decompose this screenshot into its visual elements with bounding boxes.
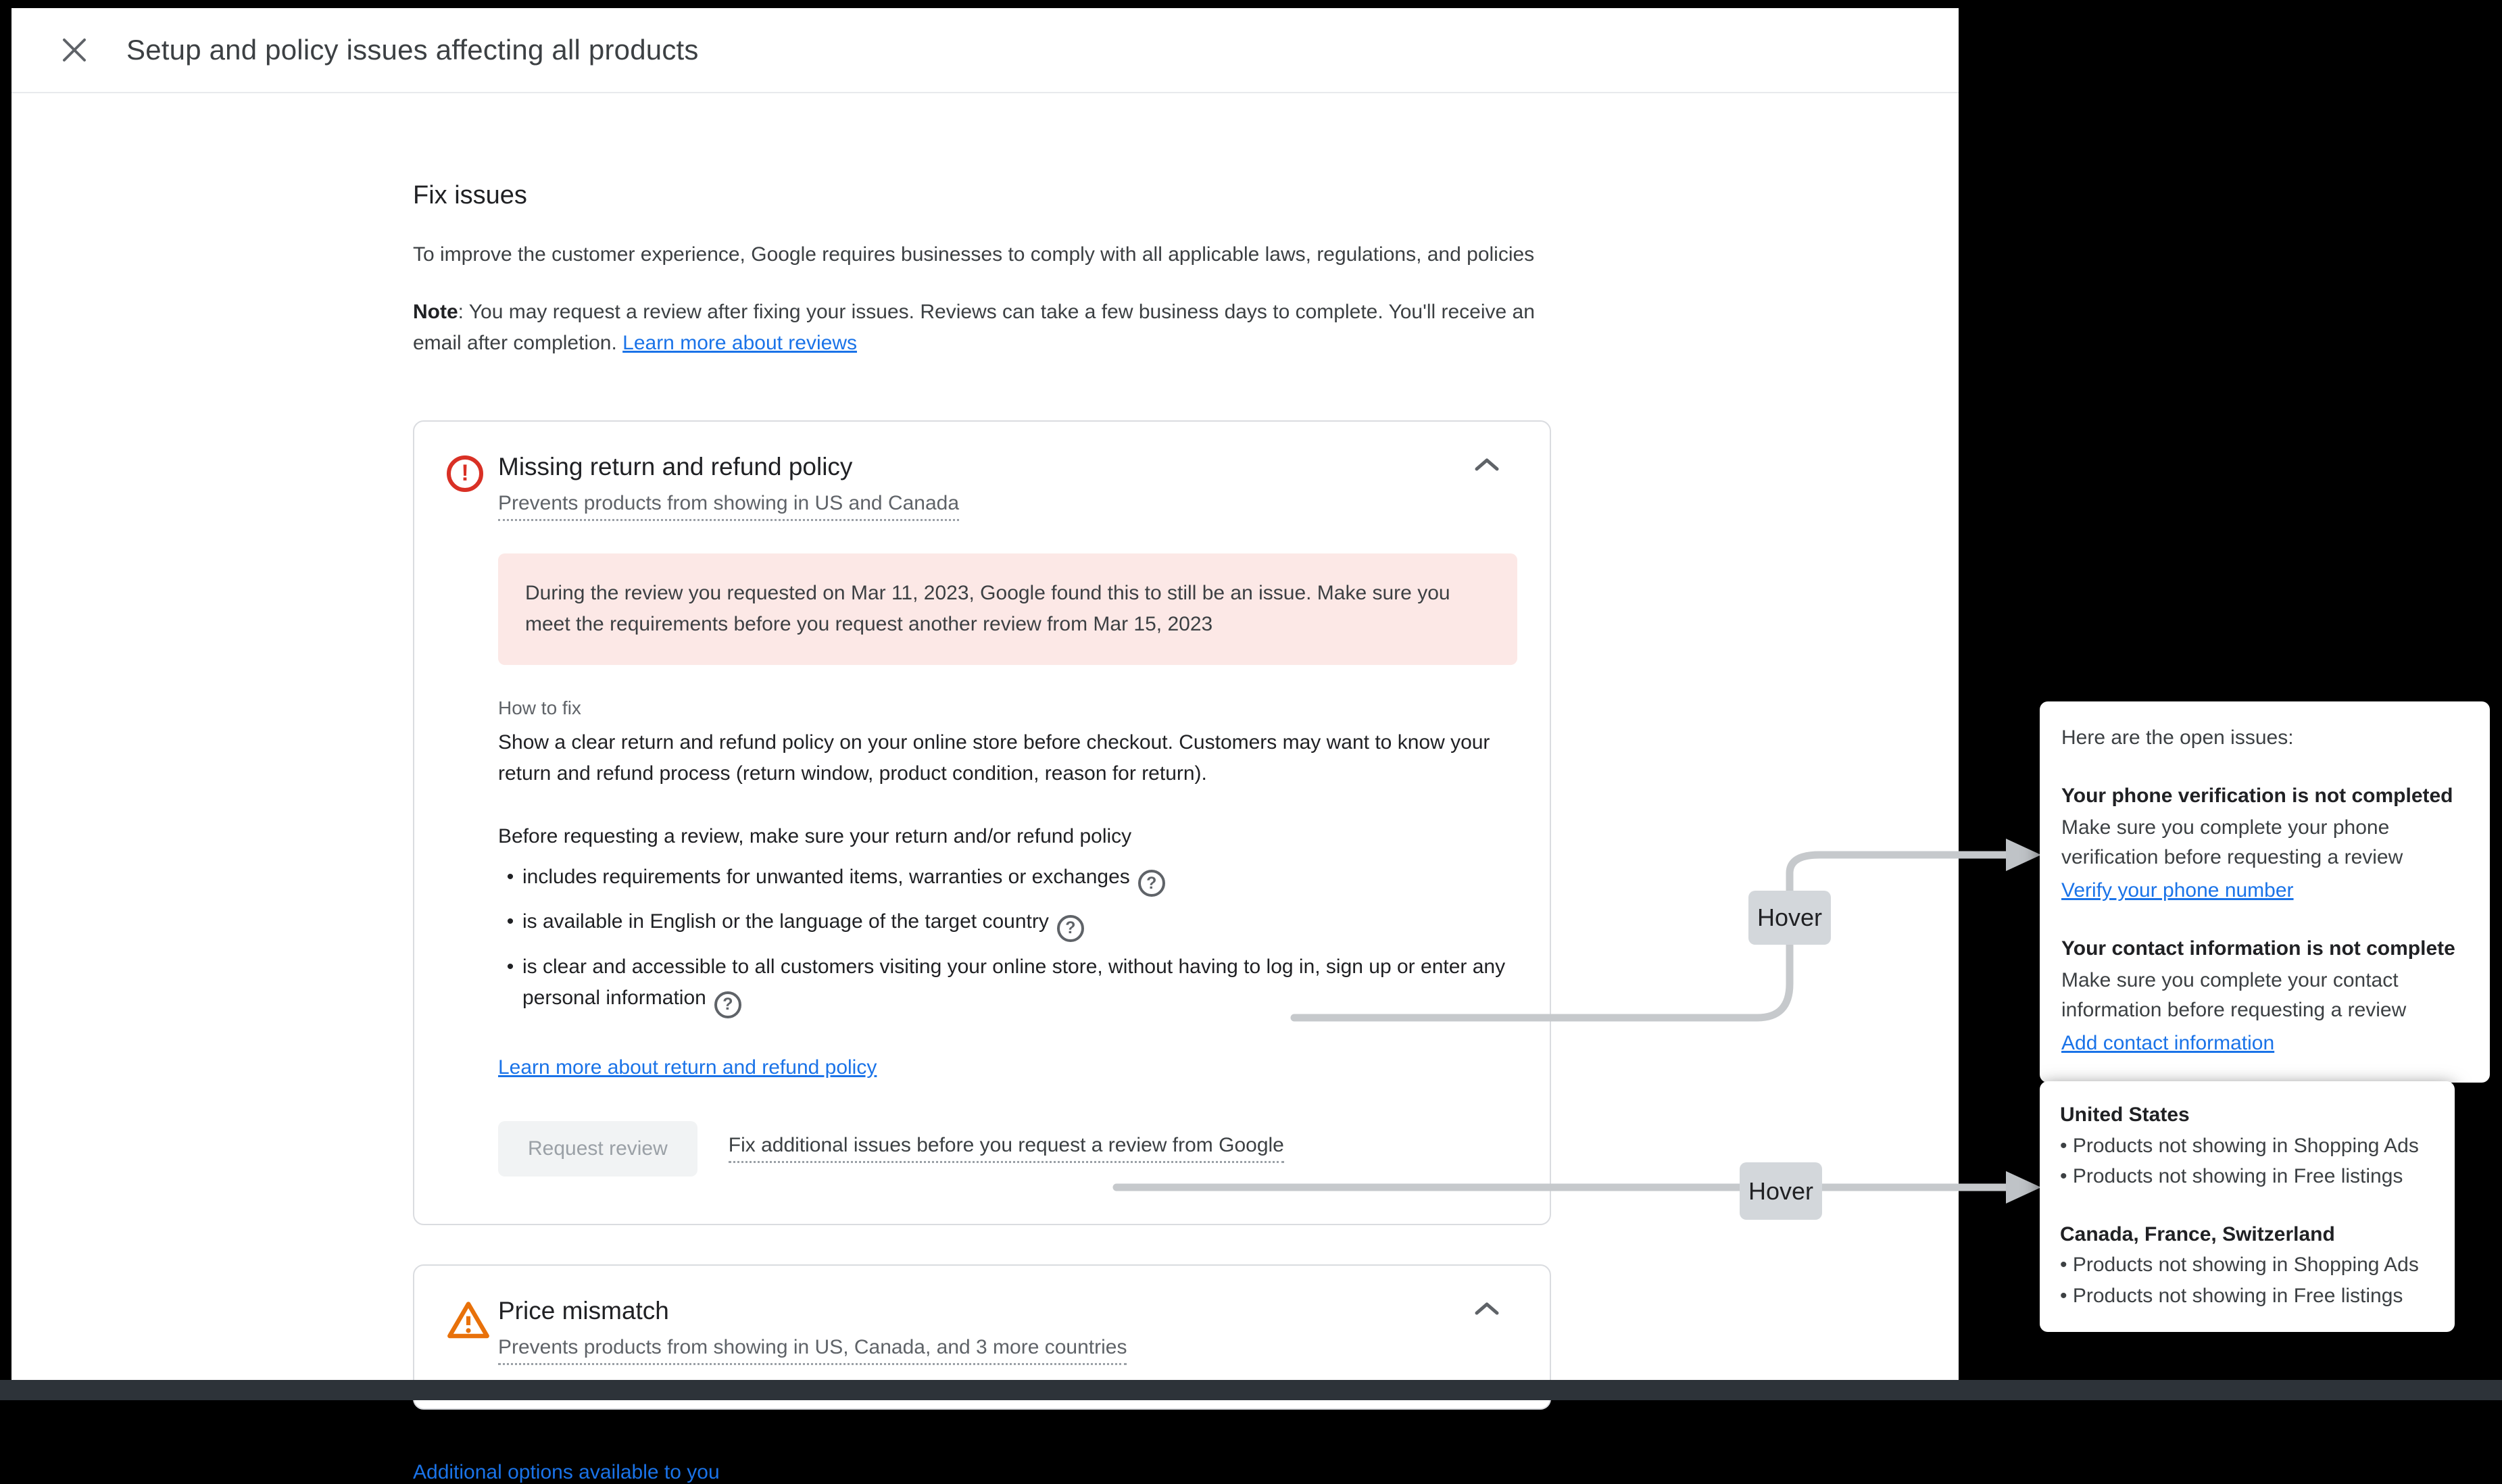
help-circle-icon[interactable]: ? bbox=[1138, 870, 1165, 897]
close-icon bbox=[60, 36, 89, 64]
tooltip-section-body: Make sure you complete your phone verification before requesting a review bbox=[2061, 816, 2403, 868]
issue-title: Price mismatch bbox=[498, 1296, 669, 1325]
review-failed-alert: During the review you requested on Mar 11, 2023, Google found this to still be an issue. Make sure you meet the requirements before you request another review from Mar 15, 2023 bbox=[498, 553, 1517, 665]
issue-severity-icon-col bbox=[447, 453, 498, 1177]
collapse-card-button[interactable] bbox=[1474, 457, 1500, 474]
note-body: : You may request a review after fixing your issues. Reviews can take a few business days to complete. You'll receive an email after completion. bbox=[413, 300, 1535, 354]
verify-phone-link[interactable]: Verify your phone number bbox=[2061, 879, 2294, 901]
tooltip-section-heading: Your contact information is not complete bbox=[2061, 937, 2455, 960]
tooltip-affected-countries bbox=[2040, 1081, 2455, 1332]
window-bottom-frame bbox=[0, 1380, 2502, 1400]
tooltip-intro: Here are the open issues: bbox=[2061, 726, 2294, 749]
fix-issues-heading: Fix issues bbox=[413, 181, 527, 209]
warning-triangle-icon bbox=[447, 1300, 490, 1340]
add-contact-info-link[interactable]: Add contact information bbox=[2061, 1032, 2275, 1054]
tooltip-section-body: Make sure you complete your contact information before requesting a review bbox=[2061, 969, 2407, 1021]
card-actions-row bbox=[498, 1121, 1517, 1177]
request-review-button[interactable]: Request review bbox=[498, 1121, 697, 1177]
additional-options-link[interactable]: Additional options available to you bbox=[413, 1460, 720, 1483]
how-to-fix-label: How to fix bbox=[498, 697, 581, 718]
dialog-content bbox=[11, 181, 1551, 1484]
tooltip-section-heading: Your phone verification is not completed bbox=[2061, 784, 2453, 807]
checklist-item bbox=[498, 906, 1517, 941]
tooltip-country-item: • Products not showing in Free listings bbox=[2060, 1165, 2403, 1187]
policy-issues-dialog bbox=[11, 8, 1959, 1483]
tooltip-open-issues bbox=[2040, 701, 2490, 1083]
bullet-dot: • bbox=[506, 866, 514, 888]
fix-additional-issues-text[interactable]: Fix additional issues before you request a review from Google bbox=[729, 1134, 1284, 1163]
tooltip-country-item: • Products not showing in Shopping Ads bbox=[2060, 1134, 2419, 1157]
learn-more-reviews-link[interactable]: Learn more about reviews bbox=[622, 332, 857, 354]
issue-severity-icon-col bbox=[447, 1297, 498, 1365]
help-circle-icon[interactable]: ? bbox=[714, 991, 741, 1018]
help-circle-icon[interactable]: ? bbox=[1057, 915, 1084, 942]
policy-checklist bbox=[498, 862, 1517, 1018]
close-button[interactable] bbox=[51, 26, 98, 74]
tooltip-country-heading: Canada, France, Switzerland bbox=[2060, 1222, 2335, 1245]
chevron-up-icon bbox=[1474, 1301, 1500, 1316]
tooltip-country-item: • Products not showing in Shopping Ads bbox=[2060, 1254, 2419, 1276]
arrowhead-countries bbox=[2006, 1171, 2041, 1204]
learn-more-return-policy-link[interactable]: Learn more about return and refund policy bbox=[498, 1056, 877, 1079]
note-label: Note bbox=[413, 300, 458, 323]
note-text bbox=[413, 297, 1551, 360]
dialog-header bbox=[11, 8, 1959, 93]
checklist-item-text: is clear and accessible to all customers visiting your online store, without having to log in, sign up or enter any personal information bbox=[522, 955, 1506, 1010]
issue-subtitle[interactable]: Prevents products from showing in US and Canada bbox=[498, 492, 959, 521]
how-to-fix-text: Show a clear return and refund policy on your online store before checkout. Customers may want to know your return and refund process (return window, product condition, reason for return). bbox=[498, 731, 1490, 785]
checklist-intro: Before requesting a review, make sure your return and/or refund policy bbox=[498, 824, 1132, 847]
error-circle-icon: ! bbox=[447, 455, 483, 492]
issue-title: Missing return and refund policy bbox=[498, 452, 853, 480]
hover-chip-review[interactable]: Hover bbox=[1748, 891, 1831, 945]
issue-card-missing-return-policy bbox=[413, 420, 1551, 1225]
collapse-card-button[interactable] bbox=[1474, 1301, 1500, 1318]
chevron-up-icon bbox=[1474, 457, 1500, 472]
dialog-title: Setup and policy issues affecting all products bbox=[126, 34, 699, 66]
tooltip-country-heading: United States bbox=[2060, 1104, 2190, 1126]
bullet-dot: • bbox=[506, 955, 514, 978]
hover-chip-countries[interactable]: Hover bbox=[1740, 1162, 1822, 1220]
tooltip-country-item: • Products not showing in Free listings bbox=[2060, 1284, 2403, 1307]
checklist-item bbox=[498, 862, 1517, 897]
intro-text: To improve the customer experience, Google requires businesses to comply with all applicable laws, regulations, and policies bbox=[413, 243, 1535, 266]
arrowhead-review bbox=[2006, 839, 2041, 871]
issue-subtitle[interactable]: Prevents products from showing in US, Canada, and 3 more countries bbox=[498, 1336, 1127, 1365]
checklist-item-text: is available in English or the language of the target country bbox=[522, 910, 1049, 933]
bullet-dot: • bbox=[506, 910, 514, 933]
checklist-item-text: includes requirements for unwanted items, warranties or exchanges bbox=[522, 866, 1130, 888]
checklist-item bbox=[498, 951, 1517, 1018]
